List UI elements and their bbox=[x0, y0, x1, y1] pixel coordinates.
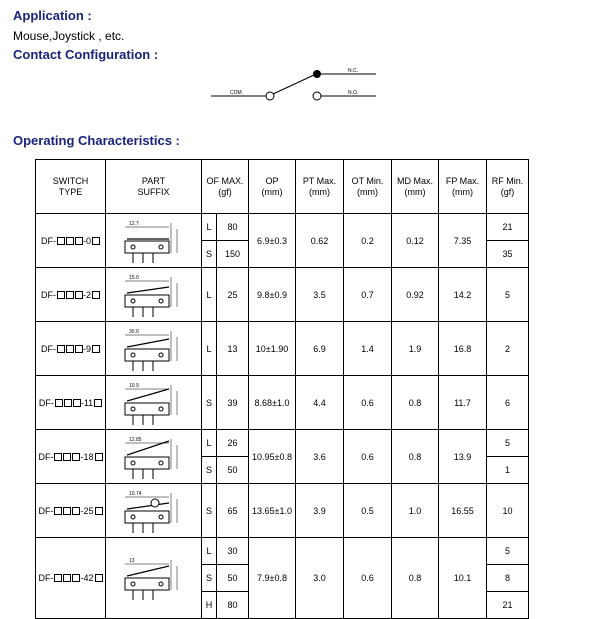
rf-min-cell: 1 bbox=[487, 457, 529, 484]
of-max-cell: 39 bbox=[217, 376, 249, 430]
lever bbox=[127, 566, 169, 576]
ot-cell: 0.6 bbox=[344, 538, 392, 619]
of-max-cell: 65 bbox=[217, 484, 249, 538]
switch-lever-drawing bbox=[119, 487, 189, 535]
table-row bbox=[36, 268, 529, 322]
switch-type-cell bbox=[36, 214, 106, 268]
switch-lever-drawing bbox=[119, 433, 189, 481]
placeholder-box bbox=[75, 345, 83, 353]
fp-cell: 13.9 bbox=[439, 430, 487, 484]
fp-cell: 7.35 bbox=[439, 214, 487, 268]
placeholder-box bbox=[63, 453, 71, 461]
switch-prefix: DF- bbox=[38, 397, 54, 408]
lever-length-label: 15.0 bbox=[128, 274, 139, 281]
ot-cell: 1.4 bbox=[344, 322, 392, 376]
pt-cell: 0.62 bbox=[296, 214, 344, 268]
switch-suffix: -42 bbox=[80, 573, 94, 583]
md-cell: 1.9 bbox=[392, 322, 439, 376]
placeholder-box bbox=[57, 345, 65, 353]
pt-cell: 3.0 bbox=[296, 538, 344, 619]
lever bbox=[127, 339, 169, 347]
nc-contact-dot bbox=[313, 70, 321, 78]
nc-label: N.C. bbox=[348, 68, 358, 74]
switch-lever-drawing bbox=[119, 554, 189, 602]
part-suffix-drawing-cell bbox=[106, 322, 202, 376]
switch-prefix: DF- bbox=[40, 289, 56, 300]
rf-min-cell: 21 bbox=[487, 214, 529, 241]
placeholder-box bbox=[57, 237, 65, 245]
rf-min-cell: 5 bbox=[487, 538, 529, 565]
operating-characteristics-table bbox=[35, 159, 529, 619]
of-max-cell: 50 bbox=[217, 565, 249, 592]
md-cell: 0.8 bbox=[392, 430, 439, 484]
table-row bbox=[36, 214, 529, 241]
op-cell: 10.95±0.8 bbox=[249, 430, 296, 484]
pt-cell: 3.9 bbox=[296, 484, 344, 538]
switch-prefix: DF- bbox=[38, 573, 54, 583]
header-md-max: MD Max. (mm) bbox=[392, 160, 439, 214]
rf-min-cell: 5 bbox=[487, 430, 529, 457]
switch-type-cell bbox=[36, 430, 106, 484]
placeholder-box bbox=[63, 574, 71, 582]
force-code-cell: L bbox=[202, 214, 217, 241]
switch-suffix: -18 bbox=[80, 451, 94, 462]
part-suffix-drawing-cell bbox=[106, 268, 202, 322]
application-heading: Application : bbox=[13, 8, 92, 23]
header-part-suffix: PART SUFFIX bbox=[106, 160, 202, 214]
of-max-cell: 50 bbox=[217, 457, 249, 484]
ot-cell: 0.6 bbox=[344, 376, 392, 430]
header-of-max: OF MAX. (gf) bbox=[202, 160, 249, 214]
of-max-cell: 80 bbox=[217, 592, 249, 619]
op-cell: 6.9±0.3 bbox=[249, 214, 296, 268]
switch-lever-drawing bbox=[119, 379, 189, 427]
placeholder-box bbox=[55, 399, 63, 407]
contact-configuration-diagram bbox=[0, 60, 594, 105]
placeholder-box bbox=[75, 237, 83, 245]
rf-min-cell: 21 bbox=[487, 592, 529, 619]
switch-type-cell bbox=[36, 268, 106, 322]
placeholder-box bbox=[92, 345, 100, 353]
placeholder-box bbox=[66, 237, 74, 245]
md-cell: 0.12 bbox=[392, 214, 439, 268]
rf-min-cell: 2 bbox=[487, 322, 529, 376]
pt-cell: 4.4 bbox=[296, 376, 344, 430]
md-cell: 0.8 bbox=[392, 376, 439, 430]
switch-lever-drawing bbox=[119, 271, 189, 319]
lever-length-label: 12.85 bbox=[128, 436, 142, 443]
force-code-cell: L bbox=[202, 538, 217, 565]
op-cell: 10±1.90 bbox=[249, 322, 296, 376]
lever-length-label: 10.74 bbox=[128, 490, 142, 497]
placeholder-box bbox=[73, 399, 81, 407]
of-max-cell: 30 bbox=[217, 538, 249, 565]
of-max-cell: 80 bbox=[217, 214, 249, 241]
switch-type-cell bbox=[36, 376, 106, 430]
lever bbox=[127, 287, 169, 293]
placeholder-box bbox=[95, 453, 103, 461]
switch-type-cell bbox=[36, 322, 106, 376]
lever-length-label: 10.9 bbox=[128, 382, 139, 389]
application-text: Mouse,Joystick , etc. bbox=[13, 29, 125, 43]
placeholder-box bbox=[54, 574, 62, 582]
of-max-cell: 13 bbox=[217, 322, 249, 376]
lever-length-label: 12.7 bbox=[128, 220, 139, 227]
switch-prefix: DF- bbox=[40, 343, 56, 354]
op-cell: 13.65±1.0 bbox=[249, 484, 296, 538]
placeholder-box bbox=[66, 291, 74, 299]
header-ot-min: OT Min. (mm) bbox=[344, 160, 392, 214]
no-label: N.O. bbox=[348, 90, 359, 96]
md-cell: 0.92 bbox=[392, 268, 439, 322]
switch-type-cell bbox=[36, 484, 106, 538]
op-cell: 7.9±0.8 bbox=[249, 538, 296, 619]
switch-prefix: DF- bbox=[38, 451, 54, 462]
pt-cell: 3.5 bbox=[296, 268, 344, 322]
op-cell: 9.8±0.9 bbox=[249, 268, 296, 322]
placeholder-box bbox=[92, 237, 100, 245]
switch-suffix: -9 bbox=[82, 343, 91, 354]
ot-cell: 0.6 bbox=[344, 430, 392, 484]
switch-suffix: -11 bbox=[80, 397, 94, 408]
force-code-cell: S bbox=[202, 457, 217, 484]
header-pt-max: PT Max. (mm) bbox=[296, 160, 344, 214]
placeholder-box bbox=[94, 399, 102, 407]
lever bbox=[127, 389, 169, 401]
part-suffix-drawing-cell bbox=[106, 214, 202, 268]
fp-cell: 14.2 bbox=[439, 268, 487, 322]
md-cell: 1.0 bbox=[392, 484, 439, 538]
of-max-cell: 150 bbox=[217, 241, 249, 268]
of-max-cell: 25 bbox=[217, 268, 249, 322]
contact-configuration-heading: Contact Configuration : bbox=[13, 47, 159, 62]
switch-suffix: -0 bbox=[82, 235, 91, 246]
no-contact-dot bbox=[313, 92, 321, 100]
rf-min-cell: 8 bbox=[487, 565, 529, 592]
header-fp-max: FP Max. (mm) bbox=[439, 160, 487, 214]
switch-lever-drawing bbox=[119, 325, 189, 373]
force-code-cell: S bbox=[202, 376, 217, 430]
part-suffix-drawing-cell bbox=[106, 430, 202, 484]
force-code-cell: H bbox=[202, 592, 217, 619]
placeholder-box bbox=[92, 291, 100, 299]
force-code-cell: L bbox=[202, 268, 217, 322]
table-header-row bbox=[36, 160, 529, 214]
pt-cell: 3.6 bbox=[296, 430, 344, 484]
ot-cell: 0.2 bbox=[344, 214, 392, 268]
fp-cell: 16.8 bbox=[439, 322, 487, 376]
com-label: COM. bbox=[230, 90, 244, 96]
placeholder-box bbox=[54, 507, 62, 515]
lever-length-label: 30.0 bbox=[128, 328, 139, 335]
ot-cell: 0.5 bbox=[344, 484, 392, 538]
switch-prefix: DF- bbox=[38, 505, 54, 516]
switch-lever-drawing bbox=[119, 217, 189, 265]
op-cell: 8.68±1.0 bbox=[249, 376, 296, 430]
rf-min-cell: 10 bbox=[487, 484, 529, 538]
placeholder-box bbox=[54, 453, 62, 461]
placeholder-box bbox=[64, 399, 72, 407]
placeholder-box bbox=[63, 507, 71, 515]
table-row bbox=[36, 538, 529, 565]
operating-characteristics-heading: Operating Characteristics : bbox=[13, 133, 180, 148]
table-row bbox=[36, 484, 529, 538]
switch-suffix: -2 bbox=[82, 289, 91, 300]
fp-cell: 10.1 bbox=[439, 538, 487, 619]
header-rf-min: RF Min. (gf) bbox=[487, 160, 529, 214]
rf-min-cell: 5 bbox=[487, 268, 529, 322]
header-op: OP (mm) bbox=[249, 160, 296, 214]
pt-cell: 6.9 bbox=[296, 322, 344, 376]
fp-cell: 16.55 bbox=[439, 484, 487, 538]
of-max-cell: 26 bbox=[217, 430, 249, 457]
table-row bbox=[36, 430, 529, 457]
force-code-cell: L bbox=[202, 430, 217, 457]
ot-cell: 0.7 bbox=[344, 268, 392, 322]
switch-prefix: DF- bbox=[40, 235, 56, 246]
lever bbox=[127, 503, 169, 509]
force-code-cell: L bbox=[202, 322, 217, 376]
part-suffix-drawing-cell bbox=[106, 538, 202, 619]
placeholder-box bbox=[75, 291, 83, 299]
force-code-cell: S bbox=[202, 565, 217, 592]
placeholder-box bbox=[95, 574, 103, 582]
table-row bbox=[36, 322, 529, 376]
switch-type-cell bbox=[36, 538, 106, 619]
placeholder-box bbox=[57, 291, 65, 299]
force-code-cell: S bbox=[202, 484, 217, 538]
table-row bbox=[36, 376, 529, 430]
rf-min-cell: 6 bbox=[487, 376, 529, 430]
lever-length-label: 13 bbox=[128, 558, 135, 564]
rf-min-cell: 35 bbox=[487, 241, 529, 268]
part-suffix-drawing-cell bbox=[106, 484, 202, 538]
header-switch-type: SWITCH TYPE bbox=[36, 160, 106, 214]
fp-cell: 11.7 bbox=[439, 376, 487, 430]
force-code-cell: S bbox=[202, 241, 217, 268]
placeholder-box bbox=[95, 507, 103, 515]
placeholder-box bbox=[66, 345, 74, 353]
md-cell: 0.8 bbox=[392, 538, 439, 619]
switch-suffix: -25 bbox=[80, 505, 94, 516]
part-suffix-drawing-cell bbox=[106, 376, 202, 430]
